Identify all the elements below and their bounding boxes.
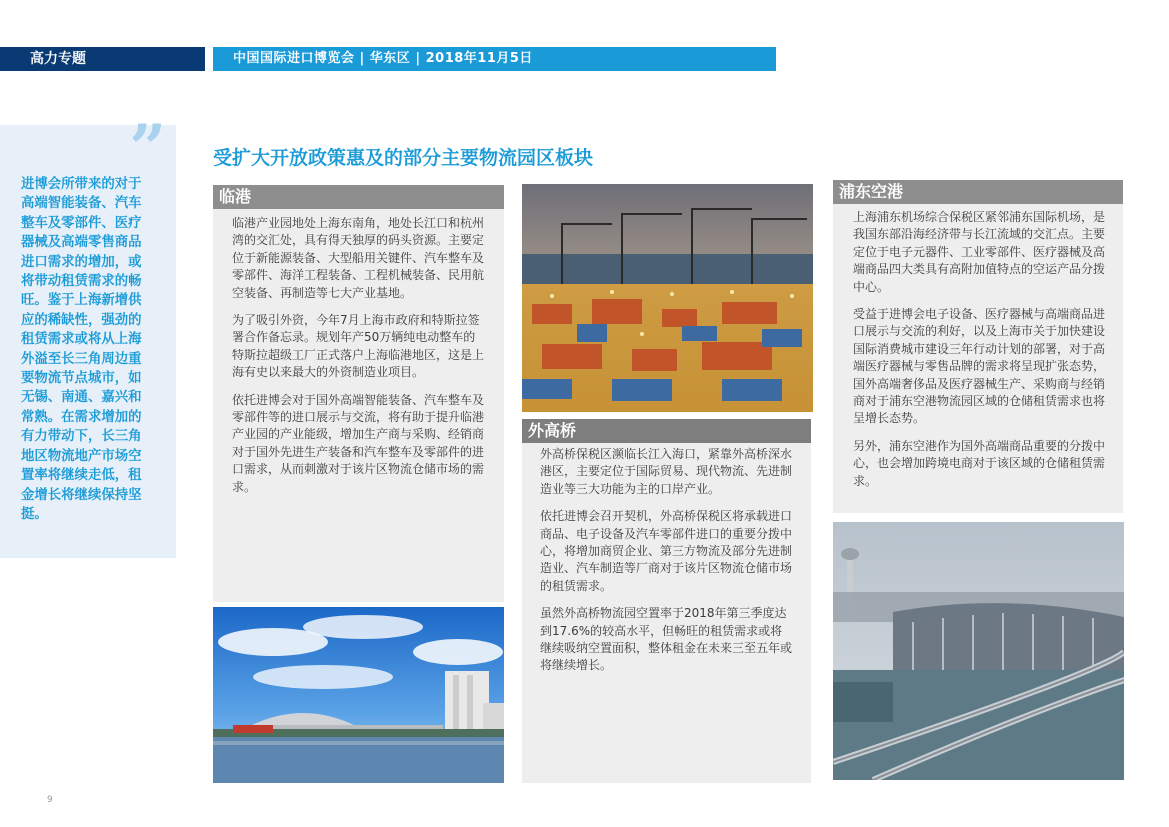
paragraph: 另外，浦东空港作为国外高端商品重要的分拨中心，也会增加跨境电商对于该区域的仓储租赁需求。 [853,438,1106,488]
panel-pudong-body [853,209,1105,500]
paragraph: 虽然外高桥物流园空置率于2018年第三季度达到17.6%的较高水平，但畅旺的租赁需求或将继续吸纳空置面积，整体租金在未来三至五年或将继续增长。 [540,606,793,673]
paragraph: 为了吸引外资，今年7月上海市政府和特斯拉签署合作备忘录。规划年产50万辆纯电动整车的特斯拉超级工厂正式落户上海临港地区，这是上海有史以来最大的外资制造业项目。 [232,313,485,380]
waigaoqiao-photo [522,184,813,412]
quote-text: 进博会所带来的对于高端智能装备、汽车整车及零部件、医疗器械及高端零售商品进口需求的增加，或将带动租赁需求的畅旺。鉴于上海新增供应的稀缺性，强劲的租赁需求或将从上海外溢至长三角周边重要物流节点城市，如无锡、南通、嘉兴和常熟。在需求增加的有力带动下，长三角地区物流地产市场空置率将继续走低，租金增长将继续保持坚挺。 [21,177,142,522]
panel-lingang [213,185,504,602]
panel-lingang-title: 临港 [213,185,504,209]
panel-waigaoqiao-title: 外高桥 [522,419,811,443]
page-number: 9 [47,795,53,805]
paragraph: 临港产业园地处上海东南角，地处长江口和杭州湾的交汇处，具有得天独厚的码头资源。主要定位于新能源装备、大型船用关键件、汽车整车及零部件、海洋工程装备、工程机械装备、民用航空装备、再制造等七大产业基地。 [232,216,485,300]
paragraph: 依托进博会对于国外高端智能装备、汽车整车及零部件等的进口展示与交流，将有助于提升临港产业园的产业能级，增加生产商与采购、经销商对于国外先进生产装备和汽车整车及零部件的进口需求，从而刺激对于该片区物流仓储市场的需求。 [232,392,485,494]
panel-pudong-title: 浦东空港 [833,180,1123,204]
panel-waigaoqiao [522,419,811,783]
section-title: 受扩大开放政策惠及的部分主要物流园区板块 [213,147,594,169]
paragraph: 依托进博会召开契机，外高桥保税区将承载进口商品、电子设备及汽车零部件进口的重要分拨中心，将增加商贸企业、第三方物流及部分先进制造业、汽车制造等厂商对于该片区物流仓储市场的租赁需求。 [540,509,793,593]
header-section-label: 高力专题 [0,47,205,71]
lingang-photo [213,607,504,783]
quote-box [0,111,176,558]
paragraph: 上海浦东机场综合保税区紧邻浦东国际机场，是我国东部沿海经济带与长江流域的交汇点。主要定位于电子元器件、工业零部件、医疗器械及高端商品四大类具有高附加值特点的空运产品分拨中心。 [853,210,1106,294]
quote-mark-icon: ” [129,111,166,186]
header-event-label: 中国国际进口博览会 | 华东区 | 2018年11月5日 [213,47,776,71]
panel-lingang-body [232,215,486,506]
paragraph: 外高桥保税区濒临长江入海口，紧靠外高桥深水港区，主要定位于国际贸易、现代物流、先进制造业等三大功能为主的口岸产业。 [540,447,793,496]
panel-pudong [833,180,1123,513]
paragraph: 受益于进博会电子设备、医疗器械与高端商品进口展示与交流的利好，以及上海市关于加快建设国际消费城市建设三年行动计划的部署，对于高端医疗器械与零售品牌的需求将呈现扩张态势，国外高端奢侈品及医疗器械生产、采购商与经销商对于浦东空港物流园区域的仓储租赁需求也将呈增长态势。 [853,307,1106,426]
panel-waigaoqiao-body [540,446,794,685]
pudong-airport-photo [833,522,1124,780]
